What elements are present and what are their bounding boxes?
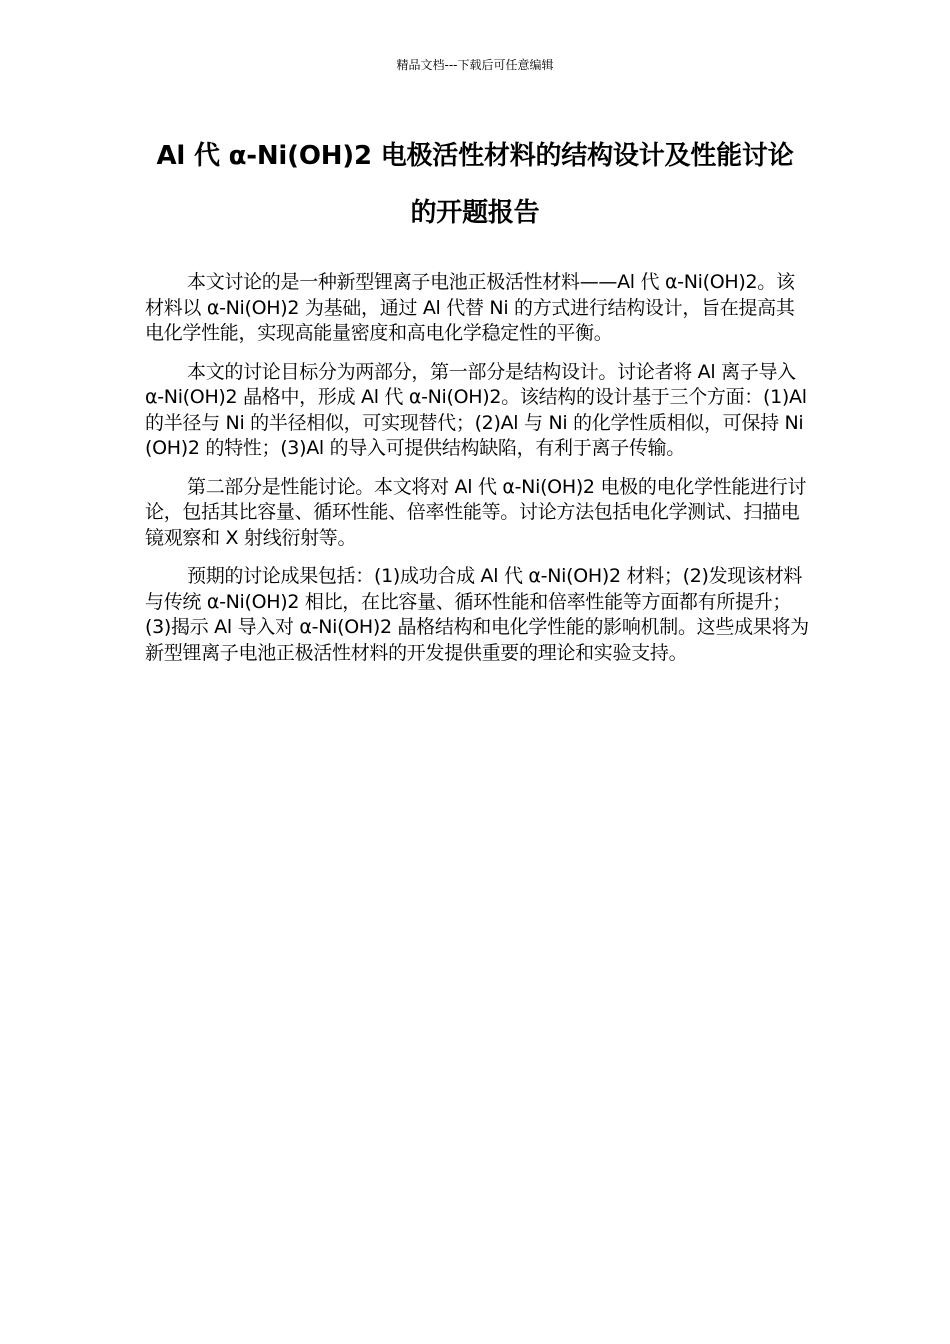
paragraph-performance-discussion: 第二部分是性能讨论。本文将对 Al 代 α-Ni(OH)2 电极的电化学性能进行讨论，包括其比容量、循环性能、倍率性能等。讨论方法包括电化学测试、扫描电镜观察和 X 射线衍射等。 (145, 475, 807, 549)
document-title-line-2: 的开题报告 (410, 198, 540, 228)
paragraph-expected-results: 预期的讨论成果包括：(1)成功合成 Al 代 α-Ni(OH)2 材料；(2)发现该材料与传统 α-Ni(OH)2 相比，在比容量、循环性能和倍率性能等方面都有所提升；(3)揭示 Al 导入对 α-Ni(OH)2 晶格结构和电化学性能的影响机制。这些成果将为新型锂离子电池正极活性材料的开发提供重要的理论和实验支持。 (145, 565, 809, 664)
document-body (145, 270, 813, 679)
paragraph-intro: 本文讨论的是一种新型锂离子电池正极活性材料——Al 代 α-Ni(OH)2。该材料以 α-Ni(OH)2 为基础，通过 Al 代替 Ni 的方式进行结构设计，旨在提高其电化学性能，实现高能量密度和高电化学稳定性的平衡。 (145, 271, 795, 344)
paragraph-structure-design: 本文的讨论目标分为两部分，第一部分是结构设计。讨论者将 Al 离子导入 α-Ni(OH)2 晶格中，形成 Al 代 α-Ni(OH)2。该结构的设计基于三个方面：(1)Al 的半径与 Ni 的半径相似，可实现替代；(2)Al 与 Ni 的化学性质相似，可保持 Ni(OH)2 的特性；(3)Al 的导入可提供结构缺陷，有利于离子传输。 (145, 360, 807, 459)
page-header-note: 精品文档---下载后可任意编辑 (396, 58, 554, 72)
document-title-line-1: Al 代 α-Ni(OH)2 电极活性材料的结构设计及性能讨论 (156, 141, 794, 171)
document-title (130, 128, 820, 242)
